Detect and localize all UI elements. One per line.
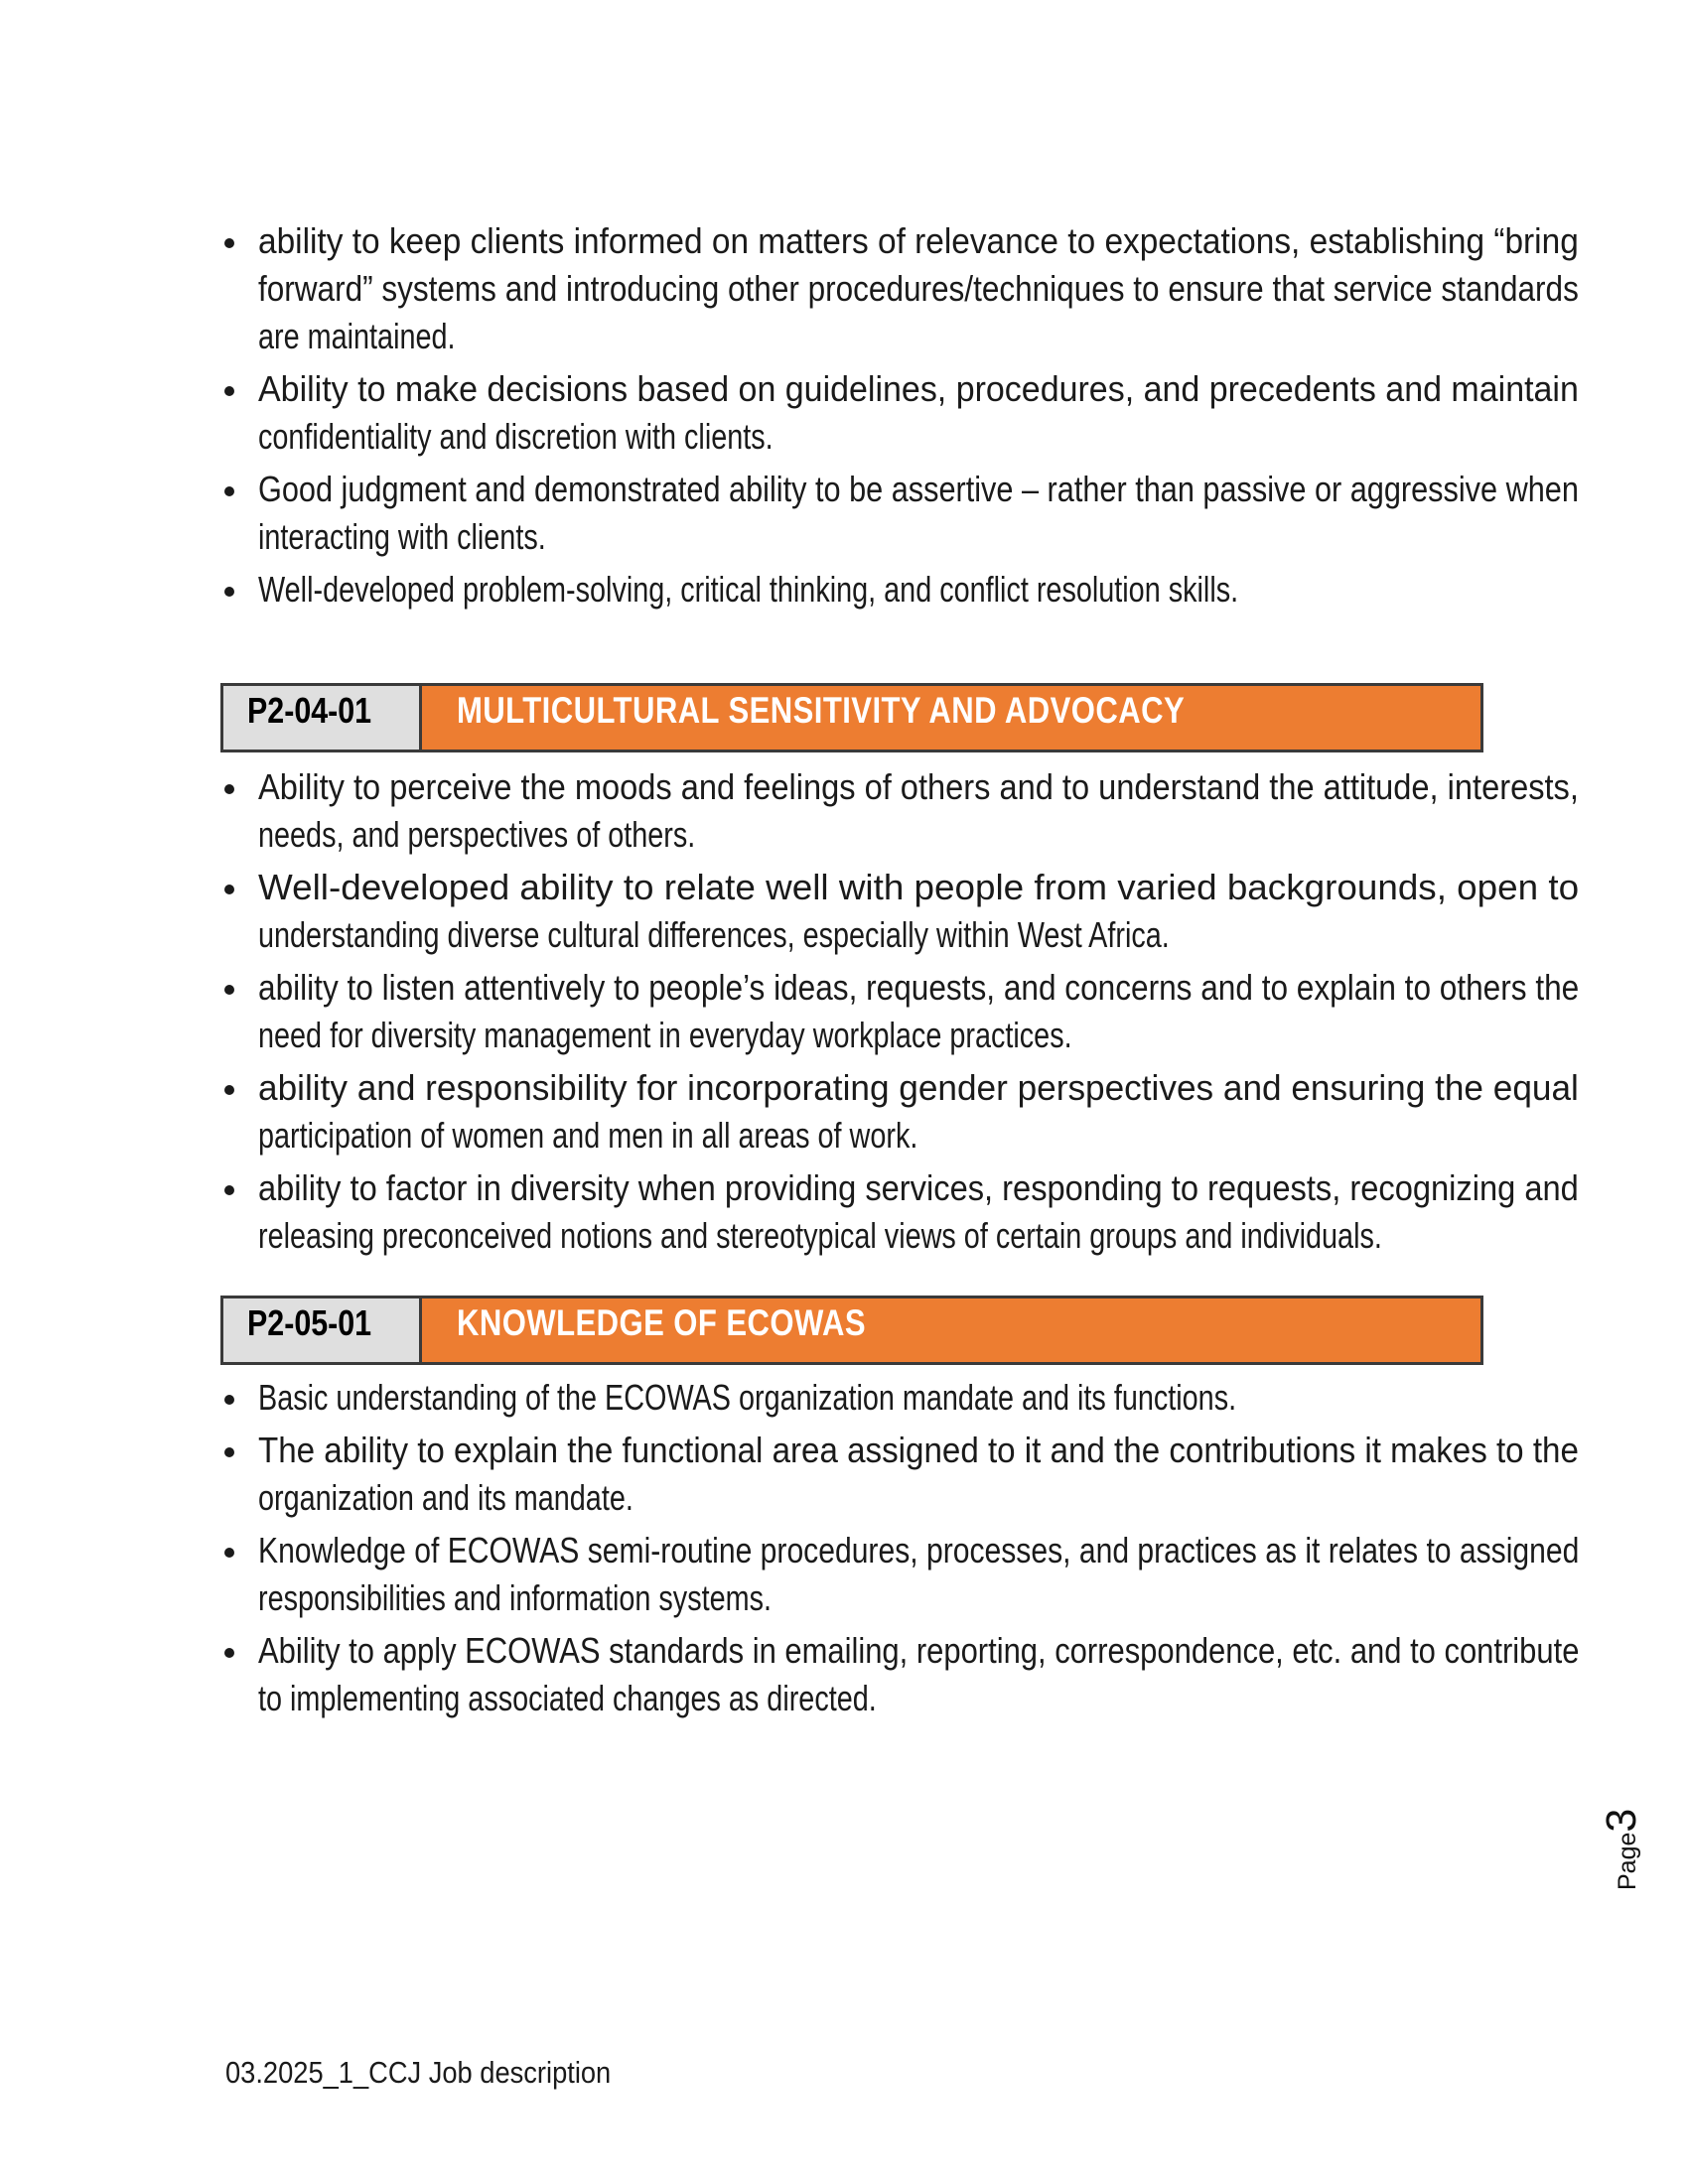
bullet-line: participation of women and men in all areas of work. [258, 1115, 918, 1156]
bullet-line: The ability to explain the functional area assigned to it and the contributions it makes to the [258, 1430, 1579, 1470]
bullet-line: to implementing associated changes as directed. [258, 1678, 877, 1718]
bullet-line: ability and responsibility for incorporating gender perspectives and ensuring the equal [258, 1067, 1579, 1108]
page-number [1598, 1808, 1645, 1890]
bullet-line: confidentiality and discretion with clients. [258, 416, 774, 457]
bullet-item [258, 1164, 1579, 1260]
bullet-line: understanding diverse cultural differences, especially within West Africa. [258, 914, 1170, 955]
section-header-knowledge-of-ecowas [220, 1296, 1483, 1365]
section-code-cell [223, 1298, 422, 1362]
bullet-item [258, 964, 1579, 1059]
bullet-line: ability to factor in diversity when providing services, responding to requests, recognizing and [258, 1167, 1579, 1208]
bullet-line: Good judgment and demonstrated ability to be assertive – rather than passive or aggressive when [258, 469, 1579, 509]
bullet-line: Well-developed ability to relate well with people from varied backgrounds, open to [258, 867, 1580, 907]
section-code-cell [223, 686, 422, 750]
bullet-item [258, 763, 1579, 859]
bullet-line: ability to keep clients informed on matters of relevance to expectations, establishing “bring [258, 220, 1579, 261]
bullet-item [258, 1427, 1579, 1522]
bullet-line: Knowledge of ECOWAS semi-routine procedures, processes, and practices as it relates to assigned [258, 1530, 1580, 1570]
section-code: P2-04-01 [247, 690, 372, 731]
bullet-line: Well-developed problem-solving, critical thinking, and conflict resolution skills. [258, 569, 1239, 610]
bullet-list-client-service [258, 217, 1579, 618]
footer-text: 03.2025_1_CCJ Job description [225, 2055, 612, 2090]
bullet-line: ability to listen attentively to people’s ideas, requests, and concerns and to explain to others the [258, 967, 1580, 1008]
section-title-cell [422, 686, 1480, 750]
bullet-line: organization and its mandate. [258, 1477, 633, 1518]
bullet-item [258, 365, 1579, 461]
page-number-value: 3 [1598, 1808, 1645, 1833]
bullet-list-knowledge-of-ecowas [258, 1374, 1579, 1727]
bullet-line: interacting with clients. [258, 516, 546, 557]
bullet-line: are maintained. [258, 316, 456, 356]
footer [192, 2013, 664, 2132]
bullet-line: Ability to make decisions based on guidelines, procedures, and precedents and maintain [258, 368, 1579, 409]
bullet-item [258, 1374, 1579, 1422]
bullet-line: needs, and perspectives of others. [258, 814, 696, 855]
bullet-item [258, 864, 1579, 959]
bullet-item [258, 1627, 1579, 1722]
section-header-multicultural [220, 683, 1483, 752]
bullet-line: releasing preconceived notions and stereotypical views of certain groups and individuals. [258, 1215, 1382, 1256]
bullet-line: responsibilities and information systems. [258, 1577, 773, 1618]
bullet-item [258, 217, 1579, 360]
section-title: KNOWLEDGE OF ECOWAS [457, 1302, 867, 1343]
bullet-line: forward” systems and introducing other procedures/techniques to ensure that service standards [258, 268, 1579, 309]
section-code: P2-05-01 [247, 1302, 372, 1343]
bullet-line: need for diversity management in everyday workplace practices. [258, 1015, 1072, 1055]
bullet-item [258, 1527, 1579, 1622]
section-title-cell [422, 1298, 1480, 1362]
bullet-line: Ability to apply ECOWAS standards in emailing, reporting, correspondence, etc. and to contribute [258, 1630, 1580, 1671]
bullet-item [258, 466, 1579, 561]
page-number-label: Page [1614, 1832, 1641, 1890]
bullet-item [258, 566, 1579, 614]
bullet-line: Basic understanding of the ECOWAS organization mandate and its functions. [258, 1377, 1237, 1418]
bullet-list-multicultural [258, 763, 1579, 1265]
section-title: MULTICULTURAL SENSITIVITY AND ADVOCACY [457, 690, 1186, 731]
bullet-item [258, 1064, 1579, 1160]
bullet-line: Ability to perceive the moods and feelings of others and to understand the attitude, interests, [258, 766, 1579, 807]
